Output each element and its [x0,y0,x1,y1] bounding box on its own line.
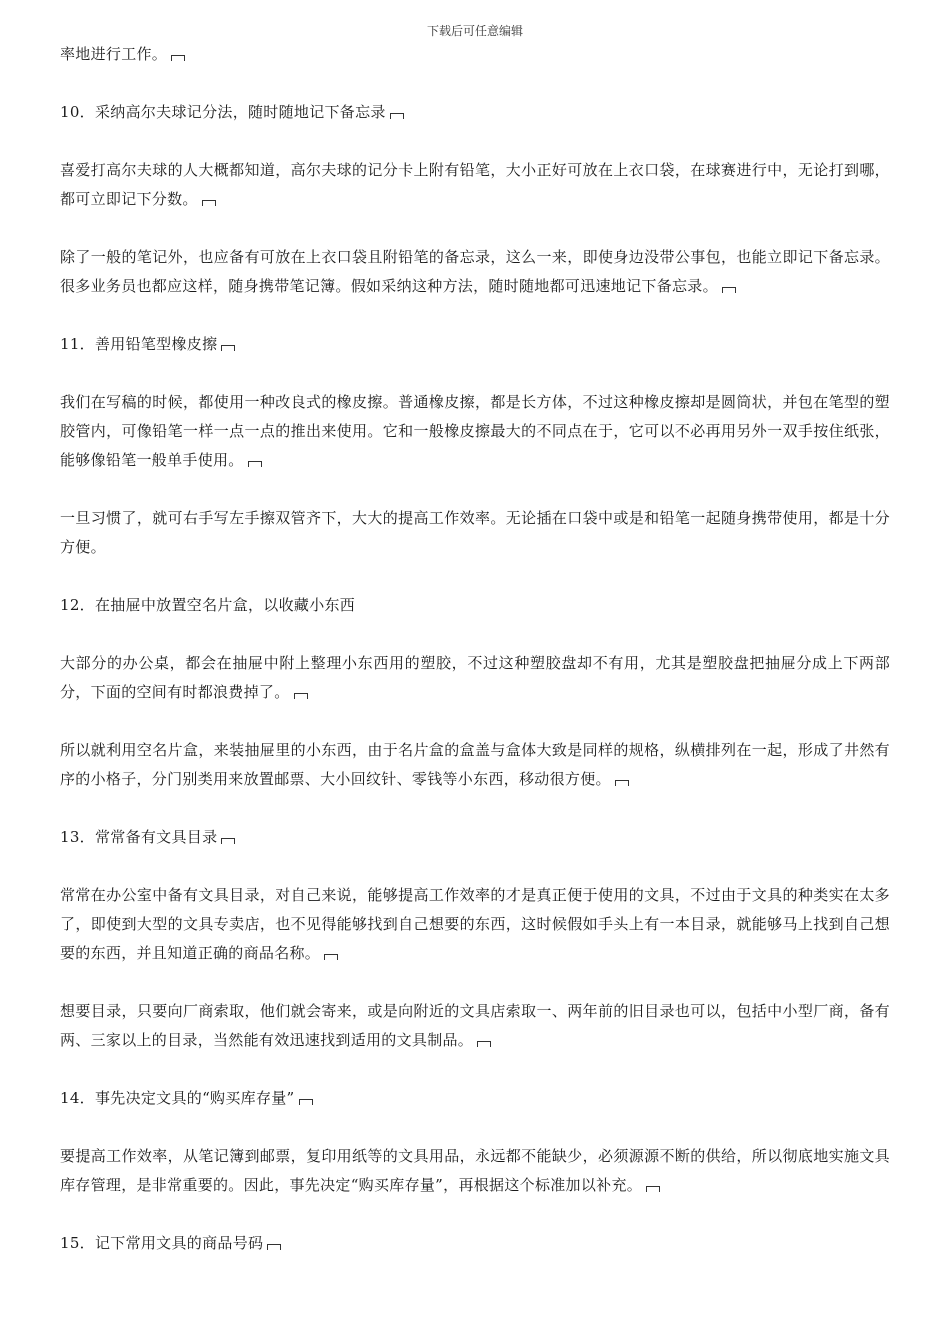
paragraph-mark-icon [202,200,216,206]
paragraph [60,649,890,707]
paragraph-mark-icon [615,780,629,786]
page-header: 下载后可任意编辑 [426,24,523,38]
heading-text: 12．在抽屉中放置空名片盒，以收藏小东西 [60,596,356,614]
paragraph [60,243,890,301]
paragraph-text: 所以就利用空名片盒，来装抽屉里的小东西，由于名片盒的盒盖与盒体大致是同样的规格，纵横排列在一起，形成了井然有序的小格子，分门别类用来放置邮票、大小回纹针、零钱等小东西，移动很方便。 [60,741,890,788]
paragraph [60,156,890,214]
paragraph-mark-icon [248,461,262,467]
section-heading [60,1229,890,1258]
heading-text: 14．事先决定文具的“购买库存量” [60,1089,295,1107]
section-heading [60,1084,890,1113]
paragraph-mark-icon [722,287,736,293]
paragraph [60,388,890,475]
paragraph [60,40,890,69]
section-heading [60,330,890,359]
section-heading [60,823,890,852]
paragraph-mark-icon [221,345,235,351]
paragraph-text: 想要目录，只要向厂商索取，他们就会寄来，或是向附近的文具店索取一、两年前的旧目录也可以，包括中小型厂商，备有两、三家以上的目录，当然能有效迅速找到适用的文具制品。 [60,1002,890,1049]
paragraph-text: 一旦习惯了，就可右手写左手擦双管齐下，大大的提高工作效率。无论插在口袋中或是和铅笔一起随身携带使用，都是十分方便。 [60,509,890,556]
paragraph-text: 我们在写稿的时候，都使用一种改良式的橡皮擦。普通橡皮擦，都是长方体，不过这种橡皮擦却是圆筒状，并包在笔型的塑胶管内，可像铅笔一样一点一点的推出来使用。它和一般橡皮擦最大的不同点在于，它可以不必再用另外一双手按住纸张，能够像铅笔一般单手使用。 [60,393,890,469]
paragraph-mark-icon [477,1041,491,1047]
heading-text: 11．善用铅笔型橡皮擦 [60,335,218,353]
section-heading [60,591,890,620]
paragraph-text: 常常在办公室中备有文具目录，对自己来说，能够提高工作效率的才是真正便于使用的文具，不过由于文具的种类实在太多了，即使到大型的文具专卖店，也不见得能够找到自己想要的东西，这时候假如手头上有一本目录，就能够马上找到自己想要的东西，并且知道正确的商品名称。 [60,886,890,962]
document-body [60,40,890,1287]
paragraph-mark-icon [294,693,308,699]
paragraph-text: 要提高工作效率，从笔记簿到邮票，复印用纸等的文具用品，永远都不能缺少，必须源源不断的供给，所以彻底地实施文具库存管理，是非常重要的。因此，事先决定“购买库存量”，再根据这个标准加以补充。 [60,1147,890,1194]
heading-text: 15．记下常用文具的商品号码 [60,1234,264,1252]
paragraph-text: 除了一般的笔记外，也应备有可放在上衣口袋且附铅笔的备忘录，这么一来，即使身边没带公事包，也能立即记下备忘录。很多业务员也都应这样，随身携带笔记簿。假如采纳这种方法，随时随地都可迅速地记下备忘录。 [60,248,890,295]
heading-text: 13．常常备有文具目录 [60,828,218,846]
paragraph-mark-icon [299,1099,313,1105]
paragraph-text: 大部分的办公桌，都会在抽屉中附上整理小东西用的塑胶，不过这种塑胶盘却不有用，尤其是塑胶盘把抽屉分成上下两部分，下面的空间有时都浪费掉了。 [60,654,890,701]
paragraph-mark-icon [171,55,185,61]
paragraph [60,881,890,968]
paragraph [60,997,890,1055]
paragraph-mark-icon [267,1244,281,1250]
paragraph-mark-icon [390,113,404,119]
paragraph-mark-icon [646,1186,660,1192]
paragraph [60,736,890,794]
paragraph [60,1142,890,1200]
paragraph-mark-icon [221,838,235,844]
paragraph-text: 率地进行工作。 [60,45,168,63]
heading-text: 10．采纳高尔夫球记分法，随时随地记下备忘录 [60,103,386,121]
paragraph-text: 喜爱打高尔夫球的人大概都知道，高尔夫球的记分卡上附有铅笔，大小正好可放在上衣口袋，在球赛进行中，无论打到哪，都可立即记下分数。 [60,161,890,208]
paragraph-mark-icon [324,954,338,960]
paragraph [60,504,890,562]
section-heading [60,98,890,127]
